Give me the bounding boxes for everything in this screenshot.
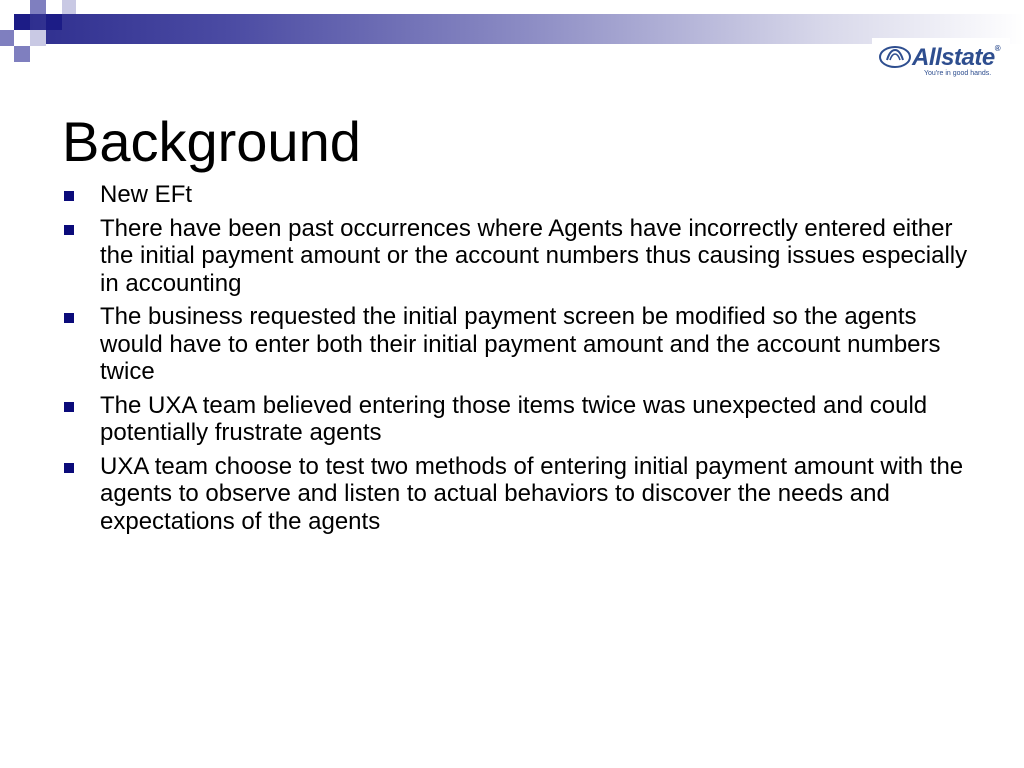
square-bullet-icon	[64, 402, 74, 412]
slide-title: Background	[62, 110, 361, 173]
allstate-logo	[872, 38, 1010, 86]
decor-square	[46, 14, 62, 30]
bullet-list	[62, 181, 982, 541]
decor-square	[62, 0, 76, 14]
decor-square	[0, 30, 14, 46]
decor-square	[30, 0, 46, 14]
bullet-text: There have been past occurrences where Agents have incorrectly entered either the initial payment amount or the account numbers thus causing issues especially in accounting	[100, 214, 968, 297]
bullet-text: The UXA team believed entering those items twice was unexpected and could potentially frustrate agents	[100, 391, 928, 446]
decor-square	[14, 46, 30, 62]
bullet-item	[62, 181, 982, 209]
bullet-item	[62, 303, 982, 386]
bullet-text: UXA team choose to test two methods of entering initial payment amount with the agents to observe and listen to actual behaviors to discover the needs and expectations of the agents	[100, 452, 964, 535]
bullet-item	[62, 392, 982, 447]
square-bullet-icon	[64, 463, 74, 473]
bullet-item	[62, 453, 982, 536]
square-bullet-icon	[64, 225, 74, 235]
decor-square	[14, 14, 30, 30]
logo-tagline: You're in good hands.	[924, 70, 992, 77]
square-bullet-icon	[64, 313, 74, 323]
logo-wordmark: Allstate®	[912, 44, 1001, 71]
bullet-text: New EFt	[100, 181, 193, 208]
square-bullet-icon	[64, 191, 74, 201]
hands-icon	[878, 45, 912, 69]
bullet-text: The business requested the initial payment screen be modified so the agents would have to enter both their initial payment amount and the account numbers twice	[100, 303, 941, 385]
bullet-item	[62, 215, 982, 298]
decor-square	[30, 30, 46, 46]
